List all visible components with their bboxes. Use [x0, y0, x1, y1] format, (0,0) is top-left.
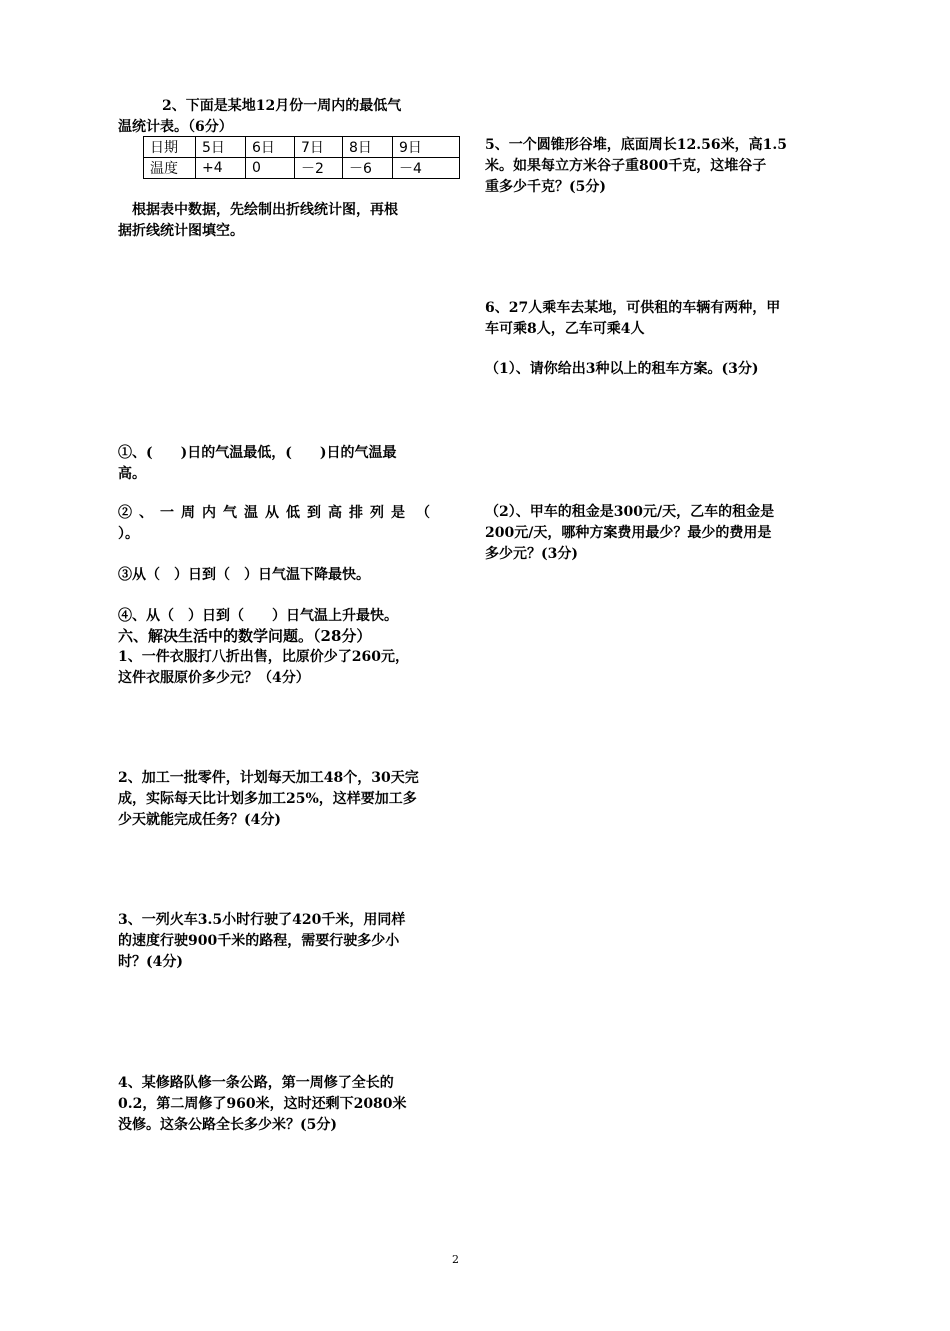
q2-fill-1-line1: ①、( )日的气温最低，( )日的气温最: [118, 445, 397, 461]
table-row: [144, 158, 460, 179]
q2-instruction-line1: 根据表中数据，先绘制出折线统计图，再根: [132, 202, 398, 218]
q2-fill-3-line: ③从（ ）日到（ ）日气温下降最快。: [118, 567, 370, 583]
problem-1-line2: 这件衣服原价多少元？（4分）: [118, 670, 310, 686]
table-cell: 7日: [295, 137, 343, 158]
problem-3-line2: 的速度行驶900千米的路程，需要行驶多少小: [118, 933, 400, 949]
problem-5: [485, 135, 787, 198]
problem-5-line2: 米。如果每立方米谷子重800千克，这堆谷子: [485, 158, 767, 174]
q2-fill-4-line: ④、从（ ）日到（ ）日气温上升最快。: [118, 608, 398, 624]
q2-intro-line1: 2、下面是某地12月份一周内的最低气: [162, 98, 402, 114]
problem-4: [118, 1073, 407, 1136]
problem-4-line1: 4、某修路队修一条公路，第一周修了全长的: [118, 1075, 394, 1091]
problem-6-part-2-line3: 多少元？(3分): [485, 546, 578, 562]
table-cell: 日期: [144, 137, 196, 158]
q2-instruction-line2: 据折线统计图填空。: [118, 223, 244, 239]
problem-5-line3: 重多少千克？(5分): [485, 179, 606, 195]
q2-fill-2-paren: （: [416, 505, 430, 521]
temperature-table: [143, 136, 460, 179]
q2-fill-2: [118, 503, 430, 545]
table-cell: +4: [196, 158, 246, 179]
q2-fill-4: [118, 606, 398, 627]
q2-fill-1-line2: 高。: [118, 466, 146, 482]
table-cell: －4: [393, 158, 460, 179]
q2-fill-1: [118, 443, 397, 485]
table-cell: 6日: [246, 137, 295, 158]
problem-6-part-1-line: （1）、请你给出3种以上的租车方案。(3分): [485, 361, 759, 377]
q2-fill-2-line1: [118, 503, 430, 524]
page-number: 2: [452, 1253, 459, 1266]
problem-6-line2: 车可乘8人，乙车可乘4人: [485, 321, 645, 337]
q2-fill-2-line2: ）。: [118, 526, 139, 542]
problem-6-part-2: [485, 502, 774, 565]
problem-6-line1: 6、27人乘车去某地，可供租的车辆有两种，甲: [485, 300, 781, 316]
section-heading: 六、解决生活中的数学问题。（28分）: [118, 627, 372, 645]
problem-5-line1: 5、一个圆锥形谷堆，底面周长12.56米，高1.5: [485, 137, 787, 153]
problem-2: [118, 768, 419, 831]
table-cell: 5日: [196, 137, 246, 158]
problem-1-line1: 1、一件衣服打八折出售，比原价少了260元，: [118, 649, 409, 665]
problem-3: [118, 910, 405, 973]
problem-2-line3: 少天就能完成任务？(4分): [118, 812, 281, 828]
q2-intro-line2: 温统计表。（6分）: [118, 119, 233, 135]
problem-4-line2: 0.2，第二周修了960米，这时还剩下2080米: [118, 1096, 407, 1112]
problem-1: [118, 647, 409, 689]
problem-6-part-2-line2: 200元/天，哪种方案费用最少？最少的费用是: [485, 525, 772, 541]
table-cell: 0: [246, 158, 295, 179]
problem-6-part-2-line1: （2）、甲车的租金是300元/天，乙车的租金是: [485, 504, 775, 520]
table-cell: 9日: [393, 137, 460, 158]
table-cell: －6: [343, 158, 393, 179]
table-row: [144, 137, 460, 158]
q2-intro: [118, 96, 401, 138]
q2-fill-3: [118, 565, 370, 586]
problem-6-part-1: [485, 359, 758, 380]
problem-2-line2: 成，实际每天比计划多加工25%，这样要加工多: [118, 791, 417, 807]
problem-3-line1: 3、一列火车3.5小时行驶了420千米，用同样: [118, 912, 406, 928]
table-cell: 8日: [343, 137, 393, 158]
q2-fill-2-text: ②、一周内气温从低到高排列是: [118, 505, 412, 521]
table-cell: －2: [295, 158, 343, 179]
q2-instruction: [118, 200, 398, 242]
problem-2-line1: 2、加工一批零件，计划每天加工48个，30天完: [118, 770, 419, 786]
table-cell: 温度: [144, 158, 196, 179]
section-6-heading: [118, 626, 371, 647]
problem-6: [485, 298, 780, 340]
problem-3-line3: 时？(4分): [118, 954, 183, 970]
problem-4-line3: 没修。这条公路全长多少米？(5分): [118, 1117, 337, 1133]
